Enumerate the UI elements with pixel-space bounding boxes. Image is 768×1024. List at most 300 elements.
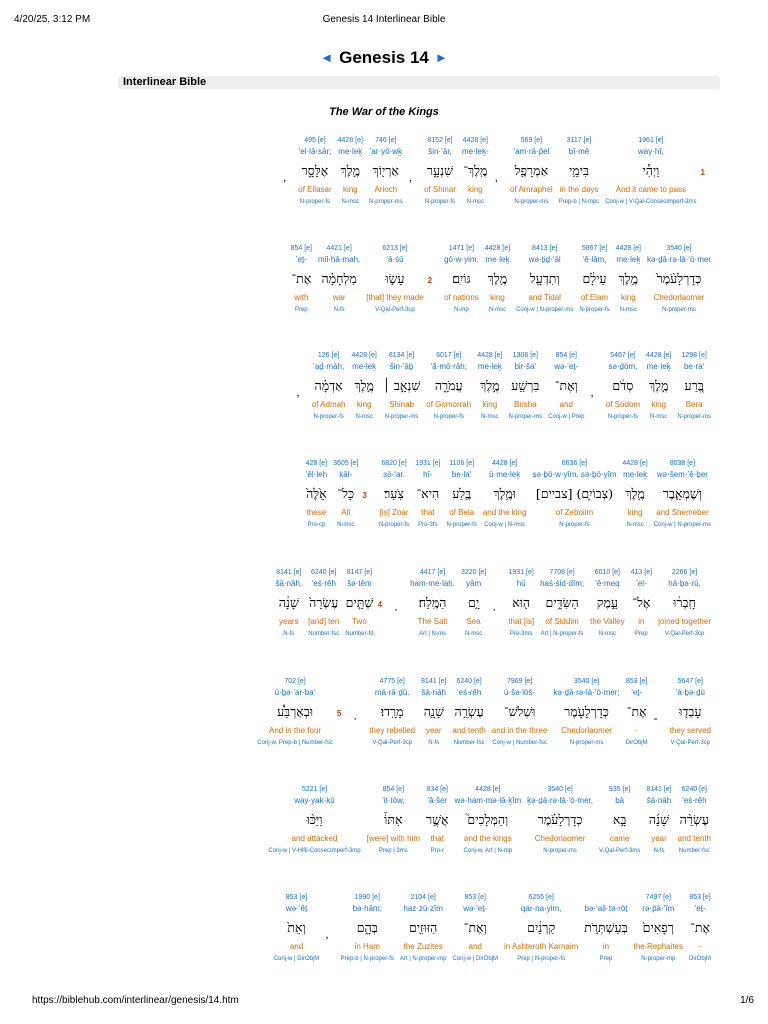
grammar-tag-link[interactable]: V-Qal-Perf-3cp bbox=[375, 307, 415, 313]
grammar-tag-link[interactable]: Art | N-proper-fs bbox=[540, 631, 584, 637]
english-gloss: And it came to pass bbox=[615, 185, 687, 194]
word-block bbox=[400, 892, 447, 964]
transliteration: bə·‘aš·tə·rōṯ bbox=[584, 904, 628, 913]
transliteration: wə·šem·’ê·ḇer bbox=[656, 470, 708, 479]
hebrew-word: וְהַמְּלָכִים֮ bbox=[467, 812, 509, 827]
grammar-tag-link[interactable]: N-mp bbox=[454, 307, 469, 313]
hebrew-word: הַשִּׂדִּ֑ים bbox=[545, 595, 579, 610]
grammar-tag-link[interactable]: Conj-w, Prep-b | Number-fsc bbox=[257, 740, 333, 746]
transliteration: be·la‘ bbox=[451, 470, 472, 479]
word-block bbox=[548, 350, 584, 422]
strongs-number-link[interactable]: 2104 [e] bbox=[410, 894, 436, 901]
transliteration: haś·śid·dîm; bbox=[540, 579, 585, 588]
word-block bbox=[647, 243, 711, 315]
english-gloss: and Tidal bbox=[528, 293, 561, 302]
strongs-number-link[interactable]: 3117 [e] bbox=[566, 137, 592, 144]
hebrew-word: וַיְהִ֕י bbox=[642, 163, 660, 178]
interlinear-row bbox=[111, 350, 711, 430]
verse-number[interactable]: 1 bbox=[700, 168, 705, 177]
english-gloss: Birsha bbox=[513, 400, 537, 409]
english-gloss: and Shemeber bbox=[656, 508, 709, 517]
grammar-tag-link[interactable]: Conj-w | N-msc bbox=[484, 522, 526, 528]
grammar-tag-link[interactable]: N-proper-fs bbox=[313, 414, 344, 420]
punctuation-mark: , bbox=[408, 170, 412, 184]
strongs-number-link[interactable]: 1990 [e] bbox=[354, 894, 380, 901]
strongs-number-link[interactable]: 6255 [e] bbox=[528, 894, 554, 901]
transliteration: šā·nāh, bbox=[275, 579, 303, 588]
hebrew-word: שָׁנָ֖ה bbox=[423, 704, 444, 719]
hebrew-word: וְאֶת־ bbox=[554, 378, 578, 393]
strongs-number-link[interactable]: 5221 [e] bbox=[301, 786, 328, 793]
strongs-number-link[interactable]: 6010 [e] bbox=[594, 569, 621, 576]
grammar-tag-link[interactable]: Conj-w | N-proper-ms bbox=[516, 307, 574, 313]
strongs-number-link[interactable]: 8413 [e] bbox=[532, 245, 558, 252]
grammar-tag-link[interactable]: N-msc bbox=[619, 307, 637, 313]
english-gloss: year bbox=[651, 834, 667, 843]
hebrew-word: אֵ֙לֶּה֙ bbox=[306, 486, 327, 501]
grammar-tag-link[interactable]: N-proper-ms bbox=[508, 414, 543, 420]
word-block bbox=[338, 135, 363, 207]
strongs-number-link[interactable]: 3540 [e] bbox=[666, 245, 692, 252]
word-block bbox=[308, 567, 339, 639]
interlinear-row bbox=[111, 458, 711, 538]
grammar-tag-link[interactable]: Pro-r bbox=[430, 848, 444, 854]
strongs-number-link[interactable]: 4428 [e] bbox=[491, 460, 518, 467]
hebrew-word: הַמֶּֽלַח׃ bbox=[418, 595, 447, 610]
grammar-tag-link[interactable]: Prep bbox=[635, 631, 648, 637]
strongs-number-link[interactable]: 6213 [e] bbox=[382, 245, 408, 252]
english-gloss: Arioch bbox=[374, 185, 398, 194]
english-gloss: of Siddim bbox=[545, 617, 579, 626]
strongs-number-link[interactable]: 746 [e] bbox=[375, 137, 397, 144]
strongs-number-link[interactable]: 569 [e] bbox=[520, 137, 543, 144]
english-gloss: Chedorlaomer bbox=[561, 726, 612, 735]
english-gloss: that [is] bbox=[508, 617, 535, 626]
hebrew-word: ה֖וּא bbox=[512, 595, 531, 610]
word-block bbox=[379, 458, 409, 530]
prev-chapter-arrow-icon[interactable]: ◄ bbox=[320, 50, 334, 65]
strongs-number-link[interactable]: 8141 [e] bbox=[276, 569, 302, 576]
hebrew-word: מֶ֣לֶךְ bbox=[480, 378, 500, 393]
hebrew-word: עָשׂ֣וּ bbox=[385, 271, 405, 286]
strongs-number-link[interactable]: 4428 [e] bbox=[646, 352, 672, 359]
transliteration: ḥā·ḇə·rū, bbox=[668, 579, 701, 588]
word-block bbox=[532, 458, 616, 530]
word-block bbox=[631, 567, 652, 639]
grammar-tag-link[interactable]: Conj-w | DirObjM bbox=[452, 956, 499, 962]
strongs-number-link[interactable]: 854 [e] bbox=[382, 786, 405, 793]
transliteration: ‘eś·rêh bbox=[311, 579, 336, 588]
grammar-tag-link[interactable]: N-proper-ms bbox=[368, 199, 403, 205]
transliteration: hū bbox=[516, 579, 526, 588]
transliteration: ’el- bbox=[636, 579, 647, 588]
grammar-tag-link[interactable]: Number-fsc bbox=[678, 848, 710, 854]
hebrew-word: שִׁנְאָ֣ב ׀ bbox=[382, 378, 421, 393]
punctuation-mark: · bbox=[394, 602, 399, 616]
strongs-number-link[interactable]: 6636 [e] bbox=[561, 460, 588, 467]
grammar-tag-link[interactable]: V-Qal-Perf-3cp bbox=[664, 631, 705, 637]
word-block bbox=[658, 567, 711, 639]
strongs-number-link[interactable]: 935 [e] bbox=[608, 786, 631, 793]
english-gloss: these bbox=[306, 508, 327, 517]
strongs-number-link[interactable]: 853 [e] bbox=[625, 678, 648, 685]
word-block bbox=[540, 567, 584, 639]
interlinear-row bbox=[111, 676, 711, 756]
strongs-number-link[interactable]: 1931 [e] bbox=[508, 569, 534, 576]
english-gloss: and in the three bbox=[491, 726, 548, 735]
english-gloss: king bbox=[356, 400, 372, 409]
strongs-number-link[interactable]: 4775 [e] bbox=[379, 678, 405, 685]
transliteration: ‘ā·ḇə·ḏū bbox=[675, 688, 705, 697]
transliteration: šā·nāh bbox=[646, 796, 672, 805]
grammar-tag-link[interactable]: N-msc bbox=[598, 631, 617, 637]
hebrew-word: עֶשְׂרֵה֙ bbox=[309, 595, 339, 610]
grammar-tag-link[interactable]: Art | N-proper-mp bbox=[399, 956, 447, 962]
interlinear-row bbox=[111, 784, 711, 864]
strongs-number-link[interactable]: 5467 [e] bbox=[610, 352, 636, 359]
grammar-tag-link[interactable]: N-proper-fs bbox=[446, 522, 477, 528]
grammar-tag-link[interactable]: N-proper-fs bbox=[607, 414, 639, 420]
grammar-tag-link[interactable]: N-proper-fs bbox=[559, 522, 590, 528]
page-url[interactable]: https://biblehub.com/interlinear/genesis/14.htm bbox=[32, 995, 239, 1006]
strongs-number-link[interactable]: 4428 [e] bbox=[351, 352, 377, 359]
grammar-tag-link[interactable]: N-msc bbox=[464, 631, 483, 637]
word-block bbox=[622, 458, 647, 530]
punctuation-mark: · bbox=[353, 711, 358, 725]
hebrew-word: עֵילָ֔ם bbox=[582, 271, 607, 286]
word-block bbox=[670, 676, 711, 748]
hebrew-word: שְׁתֵּ֤ים bbox=[345, 595, 374, 610]
strongs-number-link[interactable]: 853 [e] bbox=[464, 894, 486, 901]
grammar-tag-link[interactable]: N-fs bbox=[653, 848, 665, 854]
punctuation-mark: - bbox=[653, 711, 658, 725]
word-block bbox=[654, 458, 711, 530]
transliteration: ‘eś·rêh bbox=[682, 796, 707, 805]
row-words bbox=[268, 892, 711, 964]
grammar-tag-link[interactable]: N-msc bbox=[337, 522, 355, 528]
transliteration: bə·hām; bbox=[352, 904, 382, 913]
english-gloss: king bbox=[627, 508, 643, 517]
grammar-tag-link[interactable]: Conj-w | Prep bbox=[548, 414, 585, 420]
grammar-tag-link[interactable]: N-proper-ms bbox=[384, 414, 419, 420]
strongs-number-link[interactable]: 1106 [e] bbox=[449, 460, 475, 467]
english-gloss: of nations bbox=[444, 293, 479, 302]
word-block bbox=[599, 784, 640, 856]
word-block bbox=[462, 135, 489, 207]
grammar-tag-link[interactable]: Conj-w | V-Hifil-ConsecImperf-3mp bbox=[268, 848, 361, 854]
strongs-number-link[interactable]: 413 [e] bbox=[630, 569, 653, 576]
verse-number[interactable]: 2 bbox=[427, 276, 433, 285]
transliteration: wə·ṯiḏ·‘āl bbox=[528, 255, 561, 264]
grammar-tag-link[interactable]: V-Qal-Perf-3ms bbox=[598, 848, 641, 854]
word-block bbox=[383, 350, 420, 422]
grammar-tag-link[interactable]: N-proper-ms bbox=[514, 199, 549, 205]
strongs-number-link[interactable]: 1471 [e] bbox=[448, 245, 475, 252]
word-block bbox=[516, 243, 573, 315]
grammar-tag-link[interactable]: N-fs bbox=[283, 631, 295, 637]
hebrew-word: וְאֵת֙ bbox=[287, 920, 306, 935]
hebrew-word: כְּדָרְלָעֹ֑מֶר bbox=[564, 704, 609, 719]
english-gloss: and tenth bbox=[677, 834, 711, 843]
english-gloss: and attacked bbox=[291, 834, 338, 843]
strongs-number-link[interactable]: 8147 [e] bbox=[346, 569, 373, 576]
hebrew-word: בִּרְשַׁ֖ע bbox=[511, 378, 540, 393]
hebrew-word: וַיַּכּ֨וּ bbox=[306, 812, 323, 827]
english-gloss: Chedorlaomer bbox=[653, 293, 705, 302]
transliteration: šin·‘ār, bbox=[428, 147, 452, 156]
transliteration: bî·mê bbox=[568, 147, 590, 156]
hebrew-word: שָׁנָ֜ה bbox=[648, 812, 670, 827]
transliteration: šā·nāh bbox=[421, 688, 446, 697]
grammar-tag-link[interactable]: Prep bbox=[599, 956, 613, 962]
english-gloss: of Shinar bbox=[423, 185, 456, 194]
interlinear-row bbox=[111, 892, 711, 972]
word-block bbox=[275, 567, 302, 639]
word-block bbox=[689, 892, 711, 964]
grammar-tag-link[interactable]: Number-fsc bbox=[453, 740, 485, 746]
grammar-tag-link[interactable]: Pro-3ms bbox=[509, 631, 533, 637]
word-block bbox=[626, 676, 648, 748]
strongs-number-link[interactable]: 495 [e] bbox=[304, 137, 326, 144]
transliteration: ‘ê·meq bbox=[595, 579, 620, 588]
strongs-number-link[interactable]: 6240 [e] bbox=[456, 678, 482, 685]
strongs-number-link[interactable]: 853 [e] bbox=[285, 894, 308, 901]
strongs-number-link[interactable]: 6820 [e] bbox=[381, 460, 407, 467]
grammar-tag-link[interactable]: Conj-w | V-Qal-ConsecImperf-3ms bbox=[605, 199, 697, 205]
grammar-tag-link[interactable]: N-proper-fs bbox=[433, 414, 464, 420]
grammar-tag-link[interactable]: Prep-b | N-proper-fs bbox=[340, 956, 394, 962]
hebrew-word: מִלְחָמָ֗ה bbox=[321, 271, 357, 286]
grammar-tag-link[interactable]: Number-fd bbox=[345, 631, 374, 637]
strongs-number-link[interactable]: 4421 [e] bbox=[326, 245, 352, 252]
transliteration: ū·me·leḵ bbox=[489, 470, 521, 479]
grammar-tag-link[interactable]: Conj-w, Art | N-mp bbox=[463, 848, 513, 854]
word-block bbox=[646, 784, 671, 856]
strongs-number-link[interactable]: 4428 [e] bbox=[337, 137, 363, 144]
english-gloss: - bbox=[635, 726, 638, 735]
word-block bbox=[312, 350, 346, 422]
print-title: Genesis 14 Interlinear Bible bbox=[322, 14, 446, 25]
verse-number[interactable]: 4 bbox=[377, 600, 383, 609]
strongs-number-link[interactable]: 126 [e] bbox=[317, 352, 340, 359]
grammar-tag-link[interactable]: N-msc bbox=[481, 414, 499, 420]
section-title-bar: Interlinear Bible bbox=[118, 76, 720, 89]
word-block bbox=[426, 784, 449, 856]
grammar-tag-link[interactable]: Conj-w | DirObjM bbox=[273, 956, 320, 962]
hebrew-word: סְדֹ֔ם bbox=[612, 378, 634, 393]
hebrew-word: אֲשֶׁ֣ר bbox=[426, 812, 449, 827]
grammar-tag-link[interactable]: N-proper-ms bbox=[662, 307, 696, 313]
english-gloss: in bbox=[602, 942, 610, 951]
hebrew-word: אֶת־ bbox=[291, 271, 312, 286]
transliteration: me·leḵ bbox=[623, 470, 648, 479]
strongs-number-link[interactable]: 8134 [e] bbox=[388, 352, 415, 359]
grammar-tag-link[interactable]: N-proper-fs bbox=[579, 307, 610, 313]
word-block bbox=[452, 892, 498, 964]
grammar-tag-link[interactable]: Art | N-ms bbox=[419, 631, 446, 637]
strongs-number-link[interactable]: 4428 [e] bbox=[462, 137, 488, 144]
english-gloss: All bbox=[341, 508, 351, 517]
next-chapter-arrow-icon[interactable]: ► bbox=[434, 50, 448, 65]
word-block bbox=[485, 243, 510, 315]
row-words bbox=[251, 676, 711, 748]
english-gloss: of Bela bbox=[449, 508, 475, 517]
verse-number[interactable]: 3 bbox=[362, 491, 367, 500]
strongs-number-link[interactable]: 4417 [e] bbox=[419, 569, 446, 576]
word-block bbox=[678, 784, 711, 856]
transliteration: way·hî, bbox=[638, 147, 664, 156]
transliteration: haz·zū·zîm bbox=[403, 904, 443, 913]
grammar-tag-link[interactable]: N-proper-fs bbox=[378, 522, 410, 528]
strongs-number-link[interactable]: 8152 [e] bbox=[427, 137, 453, 144]
strongs-number-link[interactable]: 4428 [e] bbox=[484, 245, 511, 252]
word-block bbox=[461, 567, 486, 639]
english-gloss: of Elam bbox=[580, 293, 609, 302]
strongs-number-link[interactable]: 702 [e] bbox=[284, 678, 306, 685]
word-block bbox=[483, 458, 527, 530]
hebrew-word: רְפָאִים֙ bbox=[642, 920, 674, 935]
row-words bbox=[269, 567, 711, 639]
word-block bbox=[341, 892, 394, 964]
transliteration: ’el·lā·sār; bbox=[298, 147, 332, 156]
strongs-number-link[interactable]: 3540 [e] bbox=[547, 786, 573, 793]
hebrew-word: אַדְמָ֗ה bbox=[314, 378, 343, 393]
hebrew-word: שָׁנָ֔ה bbox=[278, 595, 299, 610]
strongs-number-link[interactable]: 1298 [e] bbox=[681, 352, 707, 359]
interlinear-row bbox=[111, 243, 711, 323]
english-gloss: the Rephaites bbox=[633, 942, 683, 951]
strongs-number-link[interactable]: 8141 [e] bbox=[421, 678, 447, 685]
hebrew-word: וְתִדְעָ֖ל bbox=[529, 271, 560, 286]
word-block bbox=[646, 350, 671, 422]
grammar-tag-link[interactable]: Pro-cp bbox=[307, 522, 326, 528]
grammar-tag-link[interactable]: N-msc bbox=[466, 199, 484, 205]
grammar-tag-link[interactable]: N-msc bbox=[341, 199, 359, 205]
strongs-number-link[interactable]: 7497 [e] bbox=[645, 894, 671, 901]
word-block bbox=[606, 350, 640, 422]
transliteration: ṣō·‘ar. bbox=[383, 470, 405, 479]
strongs-number-link[interactable]: 1306 [e] bbox=[512, 352, 538, 359]
strongs-number-link[interactable]: 3540 [e] bbox=[573, 678, 600, 685]
grammar-tag-link[interactable]: N-msc bbox=[650, 414, 668, 420]
strongs-number-link[interactable]: 6017 [e] bbox=[436, 352, 462, 359]
hebrew-word: עָבְד֖וּ bbox=[679, 704, 702, 719]
grammar-tag-link[interactable]: Pro-3fs bbox=[418, 522, 438, 528]
grammar-tag-link[interactable]: Prep | 3ms bbox=[378, 848, 408, 854]
grammar-tag-link[interactable]: Prep | N-proper-fs bbox=[517, 956, 566, 962]
punctuation-mark: , bbox=[325, 927, 329, 941]
english-gloss: [that] they made bbox=[366, 293, 424, 302]
transliteration: me·leḵ bbox=[616, 255, 641, 264]
transliteration: gō·w·yim. bbox=[444, 255, 479, 264]
grammar-tag-link[interactable]: N-msc bbox=[355, 414, 373, 420]
strongs-number-link[interactable]: 4428 [e] bbox=[475, 786, 501, 793]
transliteration: kə·ḏā·rə·lā·‘ō·mer bbox=[646, 255, 711, 264]
strongs-number-link[interactable]: 853 [e] bbox=[689, 894, 711, 901]
grammar-tag-link[interactable]: Prep bbox=[294, 307, 308, 313]
word-block bbox=[345, 567, 373, 639]
grammar-tag-link[interactable]: V-Qal-Perf-3cp bbox=[670, 740, 711, 746]
hebrew-word: מֶ֣לֶךְ bbox=[340, 163, 360, 178]
english-gloss: and tenth bbox=[452, 726, 486, 735]
verse-number[interactable]: 5 bbox=[336, 709, 342, 718]
strongs-number-link[interactable]: 8038 [e] bbox=[669, 460, 696, 467]
english-gloss: of Zeboiim bbox=[555, 508, 594, 517]
word-block bbox=[369, 676, 415, 748]
transliteration: me·leḵ bbox=[477, 362, 502, 371]
word-block bbox=[559, 135, 600, 207]
hebrew-word: שִׁנְעָ֑ר bbox=[426, 163, 454, 178]
grammar-tag-link[interactable]: Prep-b | N-mpc bbox=[558, 199, 600, 205]
strongs-number-link[interactable]: 1931 [e] bbox=[415, 460, 441, 467]
grammar-tag-link[interactable]: Conj-w | Number-fsc bbox=[492, 740, 547, 746]
english-gloss: - bbox=[698, 942, 702, 951]
word-block bbox=[455, 784, 522, 856]
strongs-number-link[interactable]: 1961 [e] bbox=[638, 137, 664, 144]
hebrew-word: אַרְי֖וֹךְ bbox=[372, 163, 399, 178]
strongs-number-link[interactable]: 4428 [e] bbox=[615, 245, 641, 252]
punctuation-mark: , bbox=[296, 385, 300, 399]
hebrew-word: קַרְנַ֔יִם bbox=[527, 920, 556, 935]
english-gloss: king bbox=[467, 185, 483, 194]
transliteration: ‘ā·śū bbox=[386, 255, 404, 264]
grammar-tag-link[interactable]: N-fs bbox=[428, 740, 440, 746]
grammar-tag-link[interactable]: Conj-w | N-proper-ms bbox=[653, 522, 711, 528]
grammar-tag-link[interactable]: V-Qal-Perf-3cp bbox=[372, 740, 413, 746]
word-block bbox=[410, 567, 455, 639]
english-gloss: Sea bbox=[466, 617, 481, 626]
grammar-tag-link[interactable]: N-proper-ms bbox=[543, 848, 577, 854]
grammar-tag-link[interactable]: N-proper-fs bbox=[424, 199, 456, 205]
grammar-tag-link[interactable]: N-proper-ms bbox=[677, 414, 711, 420]
grammar-tag-link[interactable]: Number-fsc bbox=[308, 631, 340, 637]
grammar-tag-link[interactable]: N-fs bbox=[333, 307, 345, 313]
word-block bbox=[553, 676, 619, 748]
word-block bbox=[268, 784, 360, 856]
strongs-number-link[interactable]: 6240 [e] bbox=[311, 569, 337, 576]
strongs-number-link[interactable]: 3605 [e] bbox=[333, 460, 359, 467]
strongs-number-link[interactable]: 7969 [e] bbox=[506, 678, 533, 685]
transliteration: wə·’eṯ- bbox=[554, 362, 579, 371]
english-gloss: [were] with him bbox=[366, 834, 420, 843]
grammar-tag-link[interactable]: N-msc bbox=[488, 307, 507, 313]
strongs-number-link[interactable]: 5867 [e] bbox=[581, 245, 608, 252]
grammar-tag-link[interactable]: N-proper-fs bbox=[299, 199, 331, 205]
strongs-number-link[interactable]: 8141 [e] bbox=[646, 786, 672, 793]
strongs-number-link[interactable]: 834 [e] bbox=[426, 786, 448, 793]
transliteration: me·leḵ bbox=[352, 362, 377, 371]
strongs-number-link[interactable]: 3220 [e] bbox=[460, 569, 487, 576]
transliteration: šə·têm bbox=[347, 579, 372, 588]
strongs-number-link[interactable]: 5647 [e] bbox=[677, 678, 703, 685]
grammar-tag-link[interactable]: DirObjM bbox=[689, 956, 711, 962]
grammar-tag-link[interactable]: N-proper-ms bbox=[569, 740, 604, 746]
strongs-number-link[interactable]: 7708 [e] bbox=[549, 569, 575, 576]
strongs-number-link[interactable]: 4428 [e] bbox=[622, 460, 648, 467]
strongs-number-link[interactable]: 854 [e] bbox=[555, 352, 577, 359]
grammar-tag-link[interactable]: DirObjM bbox=[625, 740, 648, 746]
strongs-number-link[interactable]: 2266 [e] bbox=[671, 569, 698, 576]
strongs-number-link[interactable]: 6240 [e] bbox=[681, 786, 707, 793]
transliteration: šin·’āḇ bbox=[389, 362, 414, 371]
strongs-number-link[interactable]: 854 [e] bbox=[290, 245, 313, 252]
strongs-number-link[interactable]: 428 [e] bbox=[305, 460, 328, 467]
hebrew-word: מֶֽלֶךְ־ bbox=[463, 163, 488, 178]
grammar-tag-link[interactable]: N-msc bbox=[626, 522, 644, 528]
grammar-tag-link[interactable]: N-proper-mp bbox=[641, 956, 676, 962]
interlinear-row bbox=[111, 135, 711, 215]
strongs-number-link[interactable]: 4428 [e] bbox=[477, 352, 503, 359]
